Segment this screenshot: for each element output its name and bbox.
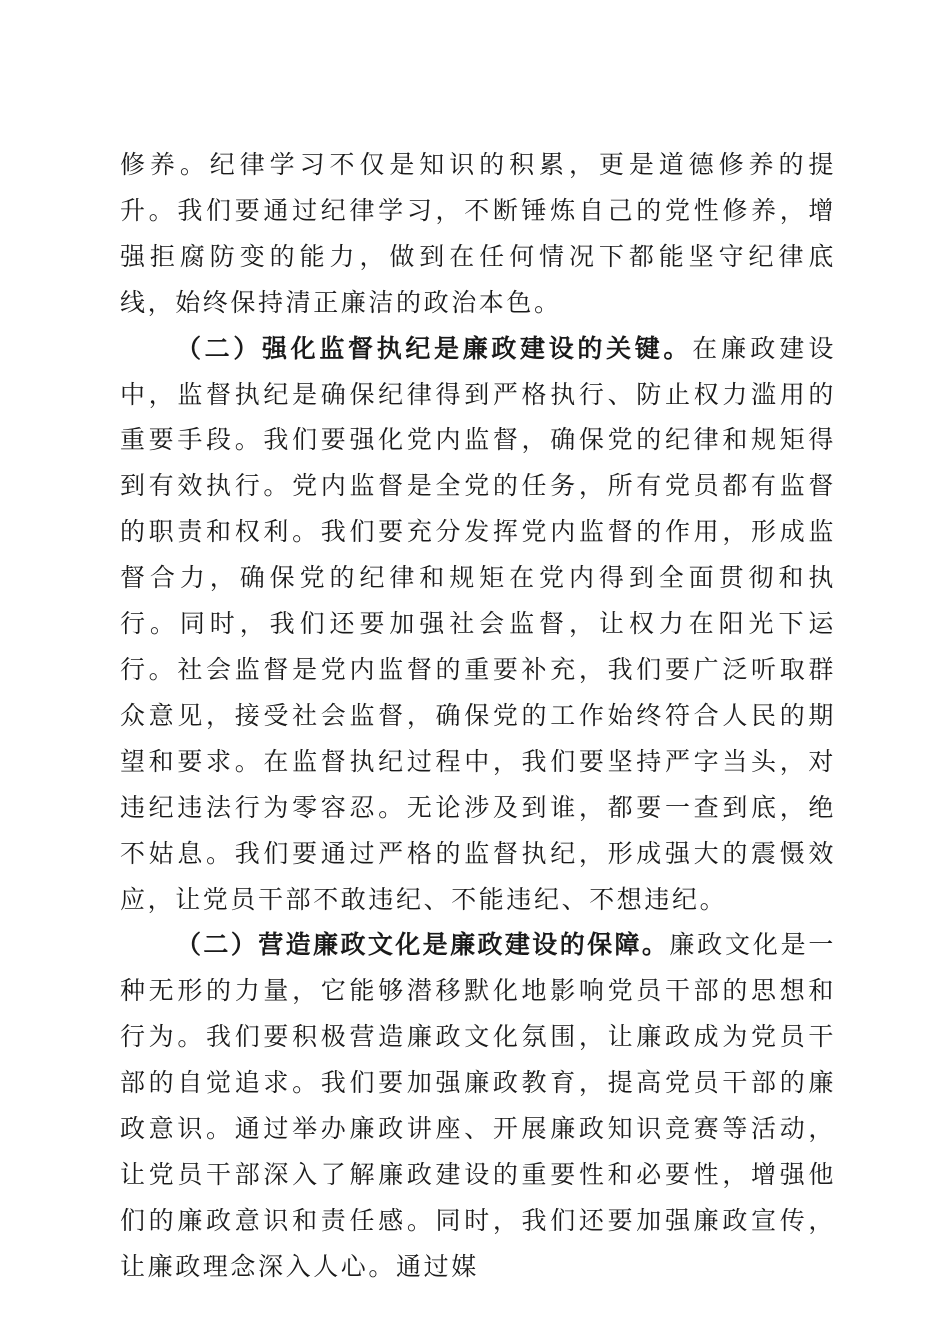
paragraph-text: 在廉政建设中，监督执纪是确保纪律得到严格执行、防止权力滥用的重要手段。我们要强化党内监督，确保党的纪律和规矩得到有效执行。党内监督是全党的任务，所有党员都有监督的职责和权利。我们要充分发挥党内监督的作用，形成监督合力，确保党的纪律和规矩在党内得到全面贯彻和执行。同时，我们还要加强社会监督，让权力在阳光下运行。社会监督是党内监督的重要补充，我们要广泛听取群众意见，接受社会监督，确保党的工作始终符合人民的期望和要求。在监督执纪过程中，我们要坚持严字当头，对违纪违法行为零容忍。无论涉及到谁，都要一查到底，绝不姑息。我们要通过严格的监督执纪，形成强大的震慑效应，让党员干部不敢违纪、不能违纪、不想违纪。 xyxy=(120,333,836,914)
section-heading-supervision: （二）强化监督执纪是廉政建设的关键。 xyxy=(176,333,693,363)
paragraph-text: 修养。纪律学习不仅是知识的积累，更是道德修养的提升。我们要通过纪律学习，不断锤炼自己的党性修养，增强拒腐防变的能力，做到在任何情况下都能坚守纪律底线，始终保持清正廉洁的政治本色。 xyxy=(120,150,836,317)
paragraph-text: 廉政文化是一种无形的力量，它能够潜移默化地影响党员干部的思想和行为。我们要积极营造廉政文化氛围，让廉政成为党员干部的自觉追求。我们要加强廉政教育，提高党员干部的廉政意识。通过举办廉政讲座、开展廉政知识竞赛等活动，让党员干部深入了解廉政建设的重要性和必要性，增强他们的廉政意识和责任感。同时，我们还要加强廉政宣传，让廉政理念深入人心。通过媒 xyxy=(120,930,836,1281)
paragraph-supervision xyxy=(120,326,836,923)
section-heading-culture: （二）营造廉政文化是廉政建设的保障。 xyxy=(176,930,670,960)
paragraph-continuation xyxy=(120,142,836,326)
document-body xyxy=(120,142,836,1290)
paragraph-culture xyxy=(120,922,836,1289)
